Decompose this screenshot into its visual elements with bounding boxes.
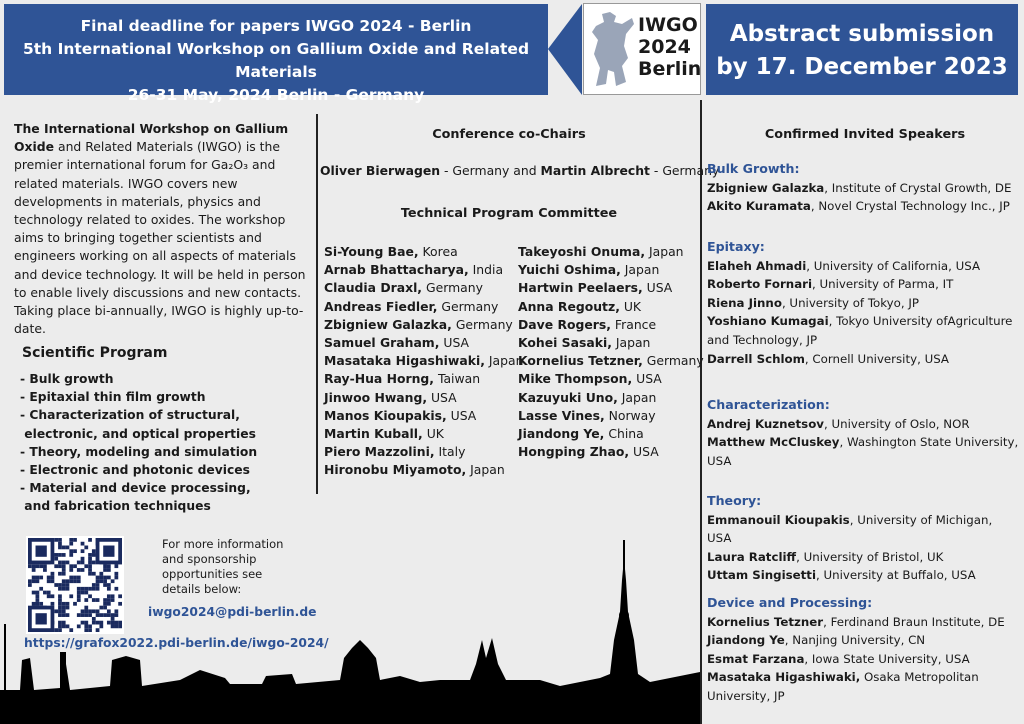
tpc-member-country: Germany xyxy=(451,316,513,332)
tpc-member-name: Zbigniew Galazka, xyxy=(324,316,452,332)
website-link[interactable]: https://grafox2022.pdi-berlin.de/iwgo-2024/ xyxy=(24,636,329,650)
tpc-member xyxy=(324,407,523,425)
scientific-program-list xyxy=(20,370,310,516)
list-item: - Theory, modeling and simulation xyxy=(20,444,258,459)
logo-line-2: 2024 xyxy=(638,36,691,58)
tpc-column-1 xyxy=(324,243,523,480)
invited-speaker xyxy=(707,566,1019,585)
tpc-member xyxy=(518,443,704,461)
tpc-member-country: USA xyxy=(632,371,662,387)
speaker-affiliation: , Cornell University, USA xyxy=(804,351,949,366)
speaker-name: Jiandong Ye xyxy=(707,633,785,648)
list-item: and fabrication techniques xyxy=(20,499,211,514)
speaker-affiliation: , University of Michigan, USA xyxy=(707,512,993,546)
tpc-member-country: USA xyxy=(439,335,470,351)
tpc-member-name: Piero Mazzolini, xyxy=(324,444,435,460)
tpc-member-name: Masataka Higashiwaki, xyxy=(324,353,485,369)
list-item: electronic, and optical properties xyxy=(20,426,256,441)
tpc-member xyxy=(324,298,523,316)
tpc-member-country: UK xyxy=(619,298,642,314)
more-info-text: For more information and sponsorship opportunities see details below: xyxy=(162,537,284,596)
invited-speaker xyxy=(707,179,1019,198)
tpc-member xyxy=(324,461,523,479)
tpc-member-name: Andreas Fiedler, xyxy=(324,298,438,314)
invited-speaker xyxy=(707,257,1019,276)
tpc-member xyxy=(518,407,704,425)
invited-speaker xyxy=(707,350,1019,369)
cochair-name: Martin Albrecht xyxy=(540,163,650,178)
speaker-affiliation: , Tokyo University ofAgriculture and Technology, JP xyxy=(707,314,1013,347)
tpc-member-name: Anna Regoutz, xyxy=(518,298,620,314)
intro-text-1: and Related Materials (IWGO) is the premier international forum for xyxy=(14,139,281,173)
tpc-member-country: Japan xyxy=(645,244,684,259)
tpc-member-name: Kazuyuki Uno, xyxy=(518,389,618,405)
speaker-name: Masataka Higashiwaki, xyxy=(707,670,861,685)
logo-line-1: IWGO xyxy=(638,14,698,36)
tpc-member-country: Taiwan xyxy=(434,371,481,387)
speaker-affiliation: , University of Parma, IT xyxy=(812,277,954,292)
invited-theory-section xyxy=(707,492,1019,585)
speaker-name: Matthew McCluskey xyxy=(707,435,840,450)
tpc-member xyxy=(324,370,523,388)
logo-text xyxy=(638,14,701,80)
tpc-member-country: Japan xyxy=(611,335,651,351)
tpc-member xyxy=(324,334,523,352)
invited-speaker xyxy=(707,294,1019,313)
speaker-affiliation: , University of Bristol, UK xyxy=(796,549,944,564)
tpc-member xyxy=(518,243,704,261)
abstract-banner xyxy=(706,4,1018,95)
speaker-name: Esmat Farzana xyxy=(707,651,805,666)
tpc-member xyxy=(324,443,523,461)
tpc-member-country: Germany xyxy=(422,280,483,296)
speaker-affiliation: Osaka Metropolitan University, JP xyxy=(707,670,979,703)
tpc-member xyxy=(518,316,704,334)
tpc-member xyxy=(324,261,523,279)
tpc-column-2 xyxy=(518,243,704,461)
tpc-member-name: Kohei Sasaki, xyxy=(518,335,612,351)
tpc-member-name: Takeyoshi Onuma, xyxy=(518,244,646,259)
tpc-member xyxy=(518,425,704,443)
tpc-member xyxy=(324,243,523,261)
speaker-name: Roberto Fornari xyxy=(707,277,813,292)
intro-text-2: and related materials. IWGO covers new developments in materials, physics and technology related to oxides. The workshop aims to bringing together scientists and engineers working on all aspects of materials and device technology. It will be held in person to enable lively discussions and new contacts. Taking place bi-annually, IWGO is highly up-to-date. xyxy=(14,157,306,337)
invited-speaker xyxy=(707,197,1019,216)
tpc-member xyxy=(324,389,523,407)
list-item: - Material and device processing, xyxy=(20,481,251,496)
invited-speaker xyxy=(707,312,1019,349)
invited-speaker xyxy=(707,415,1019,434)
tpc-title: Technical Program Committee xyxy=(400,206,618,221)
tpc-member-country: France xyxy=(610,316,657,332)
tpc-member-name: Jinwoo Hwang, xyxy=(324,389,428,405)
column-divider-1 xyxy=(316,114,318,494)
tpc-member-name: Ray-Hua Horng, xyxy=(324,371,434,387)
tpc-member xyxy=(518,370,704,388)
list-item: - Characterization of structural, xyxy=(20,408,240,423)
banner-line-3: 26-31 May, 2024 Berlin - Germany xyxy=(127,86,425,104)
invited-category-title: Characterization: xyxy=(707,397,830,412)
tpc-member-name: Martin Kuball, xyxy=(324,426,423,442)
tpc-member xyxy=(518,334,704,352)
speaker-affiliation: , Ferdinand Braun Institute, DE xyxy=(823,614,1005,629)
speaker-name: Darrell Schlom xyxy=(707,351,805,366)
cochair-name: Oliver Bierwagen xyxy=(320,163,441,178)
tpc-member-name: Yuichi Oshima, xyxy=(518,262,621,278)
tpc-member-country: India xyxy=(468,262,504,278)
tpc-member-name: Arnab Bhattacharya, xyxy=(324,262,469,278)
tpc-member-country: USA xyxy=(642,280,673,296)
email-link[interactable]: iwgo2024@pdi-berlin.de xyxy=(148,605,317,619)
tpc-member-country: Germany xyxy=(437,298,499,314)
invited-category-title: Device and Processing: xyxy=(707,595,873,610)
tpc-member-country: Japan xyxy=(484,353,524,369)
speaker-name: Andrej Kuznetsov xyxy=(707,416,824,431)
tpc-member-name: Kornelius Tetzner, xyxy=(518,353,643,369)
tpc-member-name: Hartwin Peelaers, xyxy=(518,280,643,296)
berlin-bear-icon xyxy=(588,10,636,90)
tpc-member xyxy=(518,279,704,297)
cochairs-title: Conference co-Chairs xyxy=(432,127,586,142)
speaker-affiliation: , University of California, USA xyxy=(806,258,981,273)
speaker-affiliation: , Novel Crystal Technology Inc., JP xyxy=(810,199,1010,214)
tpc-member-name: Samuel Graham, xyxy=(324,335,440,351)
invited-speaker xyxy=(707,650,1019,669)
logo-line-3: Berlin xyxy=(638,58,702,80)
invited-speaker xyxy=(707,548,1019,567)
tpc-member xyxy=(518,298,704,316)
tpc-member-name: Mike Thompson, xyxy=(518,371,633,387)
speaker-name: Riena Jinno xyxy=(707,295,782,310)
tpc-member-country: USA xyxy=(446,407,477,423)
invited-speaker xyxy=(707,668,1019,705)
speaker-name: Akito Kuramata xyxy=(707,199,811,214)
cochairs-names xyxy=(320,163,720,178)
invited-speaker xyxy=(707,433,1019,470)
tpc-member-country: USA xyxy=(629,444,659,460)
speaker-affiliation: , Institute of Crystal Growth, DE xyxy=(824,180,1012,195)
tpc-member xyxy=(518,261,704,279)
invited-speaker xyxy=(707,631,1019,650)
invited-characterization-section xyxy=(707,396,1019,470)
tpc-member-name: Hongping Zhao, xyxy=(518,444,630,460)
invited-category-title: Epitaxy: xyxy=(707,239,765,254)
tpc-member-name: Jiandong Ye, xyxy=(518,426,605,442)
intro-paragraph xyxy=(14,120,310,338)
speaker-name: Laura Ratcliff xyxy=(707,549,797,564)
invited-speakers-title: Confirmed Invited Speakers xyxy=(764,127,966,142)
tpc-member-name: Dave Rogers, xyxy=(518,316,611,332)
deadline-banner xyxy=(4,4,548,104)
tpc-member xyxy=(324,352,523,370)
tpc-member-country: Germany xyxy=(642,353,704,369)
invited-speaker xyxy=(707,511,1019,548)
invited-device-section xyxy=(707,594,1019,706)
tpc-member-name: Si-Young Bae, xyxy=(324,244,419,259)
tpc-member xyxy=(518,352,704,370)
speaker-affiliation: , University of Oslo, NOR xyxy=(824,416,970,431)
tpc-member-country: China xyxy=(604,426,644,442)
invited-category-title: Bulk Growth: xyxy=(707,161,800,176)
intro-formula: Ga₂O₃ xyxy=(211,157,249,173)
abstract-line-1: Abstract submission xyxy=(729,21,995,47)
tpc-member-country: Japan xyxy=(617,389,657,405)
invited-bulk-section xyxy=(707,160,1019,216)
list-item: - Electronic and photonic devices xyxy=(20,463,250,478)
tpc-member xyxy=(324,425,523,443)
tpc-member-country: Norway xyxy=(604,407,656,423)
speaker-name: Kornelius Tetzner xyxy=(707,614,824,629)
banner-line-2: 5th International Workshop on Gallium Oxide and Related Materials xyxy=(22,40,530,81)
tpc-member-name: Claudia Draxl, xyxy=(324,280,423,296)
speaker-affiliation: , Nanjing University, CN xyxy=(784,633,926,648)
tpc-member xyxy=(518,389,704,407)
tpc-member-name: Manos Kioupakis, xyxy=(324,407,447,423)
speaker-name: Yoshiano Kumagai xyxy=(707,314,829,329)
tpc-member-country: USA xyxy=(427,389,457,405)
iwgo-logo xyxy=(583,3,701,95)
cochair-country: - Germany and xyxy=(440,163,541,178)
tpc-member-country: Japan xyxy=(466,462,505,478)
list-item: - Epitaxial thin film growth xyxy=(20,390,206,405)
tpc-member-country: Japan xyxy=(620,262,660,278)
tpc-member-country: Korea xyxy=(418,244,458,259)
cochair-country: - Germany xyxy=(649,163,720,178)
scientific-program-title: Scientific Program xyxy=(22,345,168,361)
tpc-member-name: Hironobu Miyamoto, xyxy=(324,462,467,478)
intro-bold: The International Workshop on Gallium Oxide xyxy=(14,121,289,155)
speaker-affiliation: , University of Tokyo, JP xyxy=(781,295,919,310)
speaker-name: Zbigniew Galazka xyxy=(707,180,825,195)
invited-speaker xyxy=(707,613,1019,632)
banner-arrow xyxy=(548,4,582,95)
speaker-affiliation: , University at Buffalo, USA xyxy=(816,568,976,583)
tpc-member-country: UK xyxy=(422,426,444,442)
tpc-member-country: Italy xyxy=(434,444,466,460)
invited-epitaxy-section xyxy=(707,238,1019,368)
speaker-affiliation: , Iowa State University, USA xyxy=(804,651,970,666)
speaker-affiliation: , Washington State University, USA xyxy=(707,435,1019,468)
abstract-line-2: by 17. December 2023 xyxy=(716,54,1008,80)
tpc-member xyxy=(324,279,523,297)
invited-speaker xyxy=(707,275,1019,294)
tpc-member-name: Lasse Vines, xyxy=(518,407,605,423)
speaker-name: Uttam Singisetti xyxy=(707,568,816,583)
speaker-name: Elaheh Ahmadi xyxy=(707,258,807,273)
invited-category-title: Theory: xyxy=(707,493,762,508)
list-item: - Bulk growth xyxy=(20,372,114,386)
berlin-skyline-silhouette xyxy=(0,540,700,724)
tpc-member xyxy=(324,316,523,334)
banner-line-1: Final deadline for papers IWGO 2024 - Berlin xyxy=(80,17,472,35)
speaker-name: Emmanouil Kioupakis xyxy=(707,512,850,527)
